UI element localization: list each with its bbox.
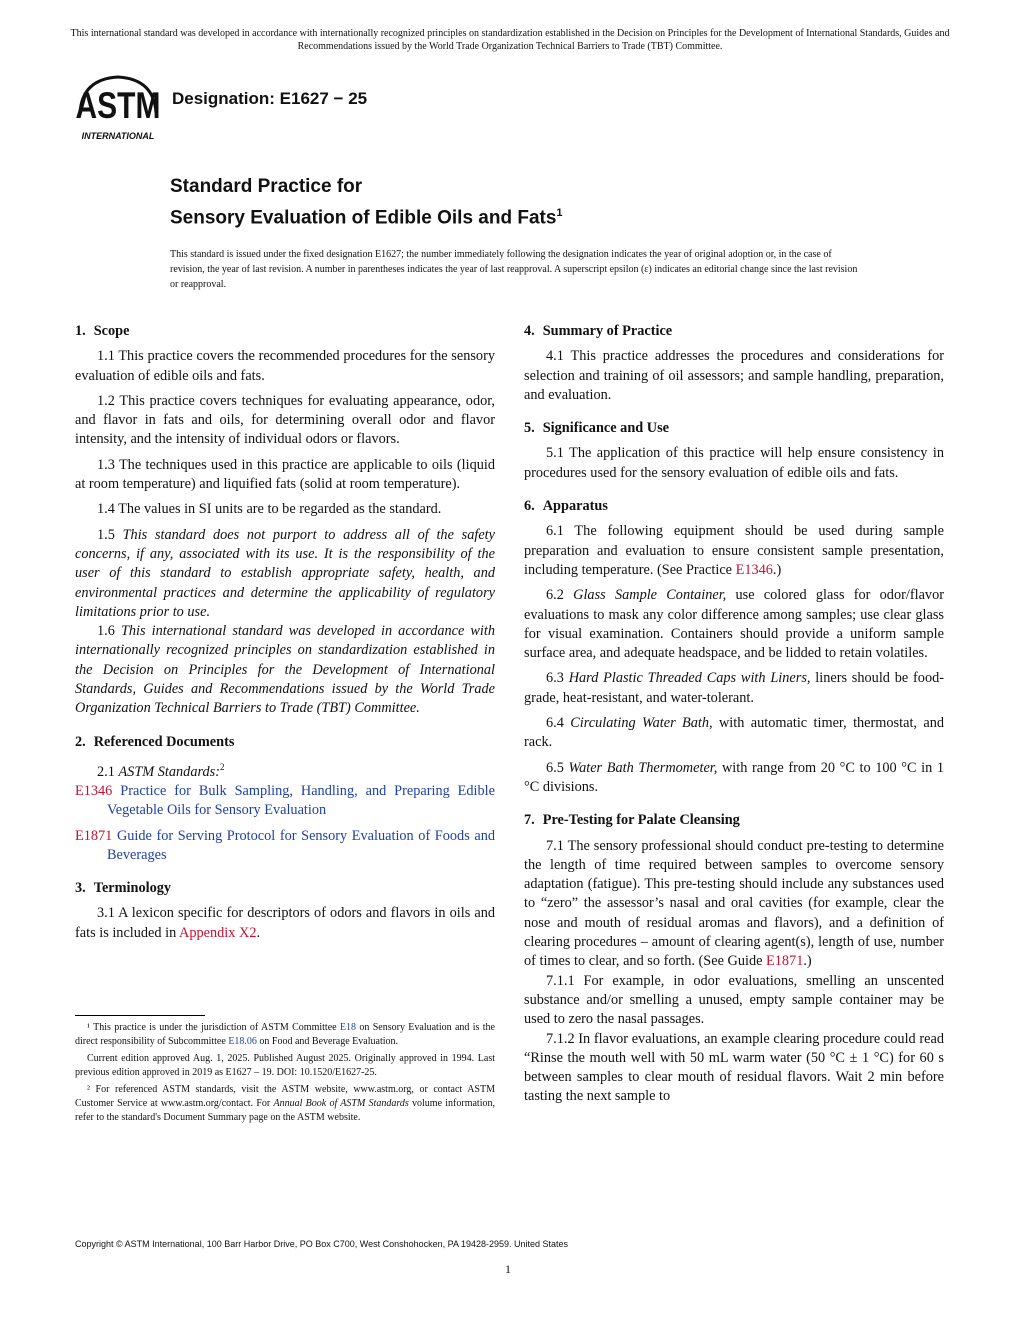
paragraph-1-5: 1.5 This standard does not purport to address all of the safety concerns, if any, associated with its use. It is the responsibility of the user of this standard to establish appropriate safety, health, and environmental practices and determine the applicability of regulatory limitations prior to use. [75, 526, 495, 620]
guide-e1871-link[interactable]: E1871 [766, 953, 804, 970]
title-line-1: Standard Practice for [170, 176, 363, 197]
subcommittee-e18-06-link[interactable]: E18.06 [228, 1036, 257, 1048]
reference-e1346-code-link[interactable]: E1346 [75, 783, 113, 799]
paragraph-1-6: 1.6 This international standard was developed in accordance with internationally recognized principles on standardization established in the Decision on Principles for the Development of International Standards, Guides and Recommendations issued by the World Trade Organization Technical Barriers to Trade (TBT) Committee. [75, 623, 496, 717]
astm-logo [76, 73, 160, 143]
reference-e1871-title-link[interactable]: Guide for Serving Protocol for Sensory Evaluation of Foods and Beverages [107, 827, 496, 863]
paragraph-6-5: 6.5 Water Bath Thermometer, with range from 20 °C to 100 °C in 1 °C divisions. [524, 759, 944, 795]
section-1-heading: 1. Scope [75, 323, 130, 339]
paragraph-6-1: 6.1 The following equipment should be used during sample preparation and evaluation to ensure consistent sample presentation, including temperature. (See Practice E1346.) [524, 523, 944, 578]
paragraph-5-1: 5.1 The application of this practice will help ensure consistency in procedures used for the sensory evaluation of edible oils and fats. [524, 445, 944, 481]
reference-e1871-code-link[interactable]: E1871 [75, 827, 113, 844]
committee-e18-link[interactable]: E18 [339, 1022, 357, 1033]
section-5-heading: 5. Significance and Use [524, 420, 670, 437]
appendix-x2-link[interactable]: Appendix X2 [179, 924, 257, 941]
designation: Designation: E1627 − 25 [172, 89, 368, 108]
right-column [524, 322, 944, 1107]
paragraph-1-3: 1.3 The techniques used in this practice are applicable to oils (liquid at room temperature) and liquified fats (solid at room temperature). [75, 456, 495, 493]
paragraph-2-1: 2.1 ASTM Standards:$^2$ [97, 761, 225, 780]
footnote-divider [75, 1015, 205, 1016]
page-number: 1 [505, 1262, 511, 1276]
svg-text:INTERNATIONAL: INTERNATIONAL [81, 131, 155, 141]
reference-e1346 [75, 782, 495, 821]
paragraph-6-4: 6.4 Circulating Water Bath, with automatic timer, thermostat, and rack. [524, 715, 945, 751]
paragraph-7-1-1: 7.1.1 For example, in odor evaluations, smelling an unscented substance and/or smelling a unused, empty sample container may be used to zero the nasal passages. [524, 972, 944, 1028]
paragraph-7-1: 7.1 The sensory professional should conduct pre-testing to determine the length of time required between samples to overcome sensory adaptation (fatigue). This pre-testing should include any substances used to “zero” the assessor’s nasal and oral cavities (for example, clear the nose and mouth of residual aromas and flavors), and a definition of clearing procedures – amount of clearing agent(s), length of use, number of times to clear, and so forth. (See Guide E1871.) [524, 837, 944, 970]
reference-e1871 [75, 827, 495, 866]
title-footnote-mark: 1 [556, 207, 563, 219]
section-3-heading: 3. Terminology [75, 880, 172, 897]
paragraph-1-2: 1.2 This practice covers techniques for evaluating appearance, odor, and flavor in fats and oils, for determining overall odor and flavor intensity, and the intensity of individual odors or flavors. [75, 392, 495, 448]
paragraph-3-1: 3.1 A lexicon specific for descriptors of odors and flavors in oils and fats is included in Appendix X2. [75, 905, 495, 941]
paragraph-7-1-2: 7.1.2 In flavor evaluations, an example clearing procedure could read “Rinse the mouth well with 50 mL warm water (50 °C ± 1 °C) for 60 s between samples to clear mouth of residual flavors. Wait 2 min before tasting the next sample to [524, 1030, 944, 1105]
copyright-notice: Copyright © ASTM International, 100 Barr Harbor Drive, PO Box C700, West Conshohocken, PA 19428-2959. United States [75, 1239, 569, 1249]
section-7-heading: 7. Pre-Testing for Palate Cleansing [524, 812, 740, 829]
left-column [75, 322, 495, 949]
section-6-heading: 6. Apparatus [524, 498, 608, 515]
svg-text:ASTM: ASTM [76, 84, 160, 127]
section-4-heading: 4. Summary of Practice [524, 323, 673, 339]
paragraph-1-1: 1.1 This practice covers the recommended procedures for the sensory evaluation of edible oils and fats. [75, 348, 495, 384]
document-title [170, 174, 563, 231]
section-2-heading: 2. Referenced Documents [75, 733, 235, 750]
paragraph-1-4: 1.4 The values in SI units are to be regarded as the standard. [97, 501, 442, 518]
footnotes [75, 1015, 495, 1128]
international-standard-notice: This international standard was developed in accordance with internationally recognized principles on standardization established in the Decision on Principles for the Development of International Standards, Guides and Recommendations issued by the World Trade Organization Technical Barriers to Trade (TBT) Committee. [70, 28, 950, 52]
footnote-edition: Current edition approved Aug. 1, 2025. Published August 2025. Originally approved in 1994. Last previous edition approved in 2019 as E1627 – 19. DOI: 10.1520/E1627-25. [75, 1052, 495, 1079]
issuance-note: This standard is issued under the fixed designation E1627; the number immediately following the designation indicates the year of original adoption or, in the case of revision, the year of last revision. A number in parentheses indicates the year of last reapproval. A superscript epsilon (ε) indicates an editorial change since the last revision or reapproval. [170, 249, 858, 290]
reference-e1346-title-link[interactable]: Practice for Bulk Sampling, Handling, and Preparing Edible Vegetable Oils for Sensory Evaluation [107, 783, 495, 819]
practice-e1346-link[interactable]: E1346 [735, 561, 773, 578]
paragraph-6-3: 6.3 Hard Plastic Threaded Caps with Liners, liners should be food-grade, heat-resistant, and water-tolerant. [524, 670, 944, 706]
paragraph-4-1: 4.1 This practice addresses the procedures and considerations for selection and training of oil assessors; and sample handling, preparation, and evaluation. [524, 348, 944, 403]
footnote-1: ¹ This practice is under the jurisdiction of ASTM Committee E18 on Sensory Evaluation and is the direct responsibility of Subcommittee E18.06 on Food and Beverage Evaluation. [75, 1022, 495, 1048]
paragraph-6-2: 6.2 Glass Sample Container, use colored glass for odor/flavor evaluations to mask any color difference among samples; use clear glass for visual examination. Containers should provide a uniform sample surface area, and adequate headspace, and be lidded to retain volatiles. [524, 587, 944, 662]
footnote-2: ² For referenced ASTM standards, visit the ASTM website, www.astm.org, or contact ASTM Customer Service at www.astm.org/contact. For Annual Book of ASTM Standards volume information, refer to the standard's Document Summary page on the ASTM website. [75, 1083, 495, 1124]
title-line-2: Sensory Evaluation of Edible Oils and Fats [170, 207, 557, 229]
